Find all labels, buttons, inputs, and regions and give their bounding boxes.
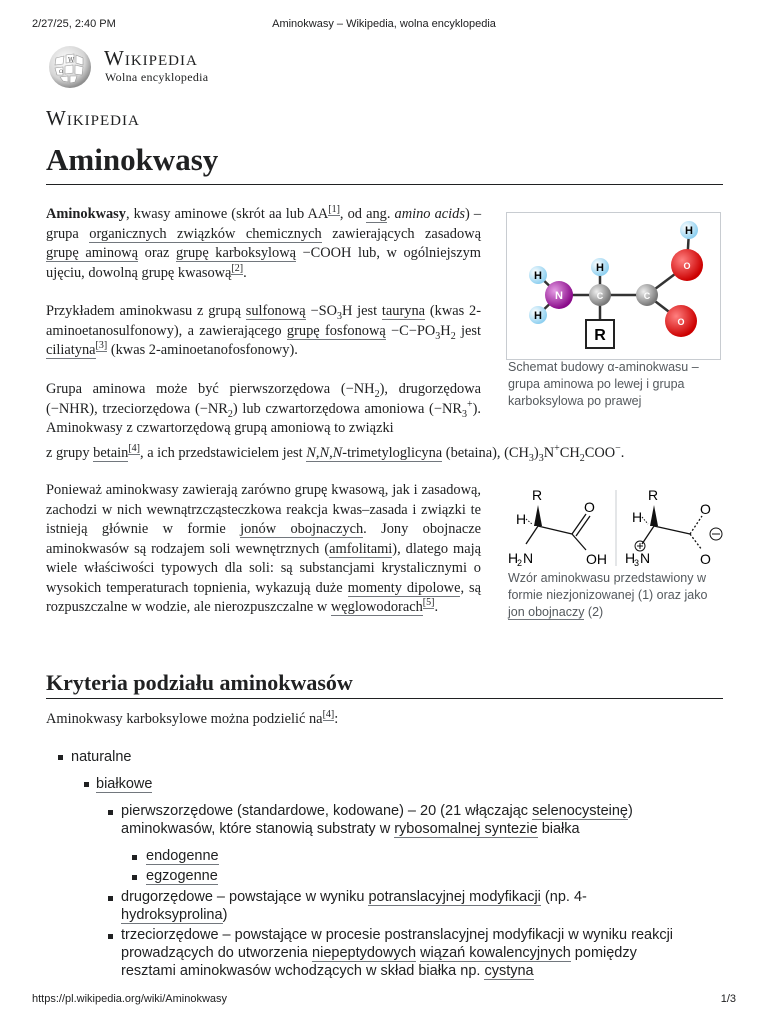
svg-text:3: 3	[634, 558, 640, 568]
paragraph-amine-groups: Grupa aminowa może być pierwszorzędowa $(-NH_2)$, drugorzędowa (−NHR), trzeciorzędowa $(-NR_2)$ lub czwartorzędowa amoniowa $(-NR_3^+)$. Aminokwasy z czwartorzędową grupą amoniową to związki	[46, 381, 481, 436]
atom-h-alpha: H	[596, 262, 604, 274]
list-item-exogenous	[146, 867, 218, 885]
section-heading-classification: Kryteria podziału aminokwasów	[46, 670, 353, 695]
wikipedia-wordmark[interactable]: Wikipedia	[104, 46, 198, 70]
link-organic-compounds[interactable]: organicznych związków chemicznych	[89, 225, 322, 242]
print-title: Aminokwasy – Wikipedia, wolna encyklopedia	[272, 18, 496, 30]
figure1-caption: Schemat budowy α-aminokwasu – grupa aminowa po lewej i grupa karboksylowa po prawej	[508, 360, 699, 408]
link-hydroxyproline[interactable]: hydroksyprolina	[121, 907, 223, 923]
figure2-caption-text: Wzór aminokwasu przedstawiony w formie niezjonizowanej (1) oraz jako	[508, 571, 708, 602]
figure2-caption	[508, 570, 720, 621]
link-hydrocarbons[interactable]: węglowodorach	[330, 599, 423, 615]
atom-h-amine-2: H	[534, 310, 542, 322]
list-item-endogenous	[146, 847, 219, 865]
section-divider	[46, 698, 723, 699]
paragraph-intro: Aminokwasy, kwasy aminowe (skrót aa lub AA[1], od ang. amino acids) – grupa organicznych związków chemicznych zawierających zasadową grupę aminową oraz grupę karboksylową −COOH lub, w ogólniejszym ujęciu, dowolną grupę kwasową[2].	[46, 204, 482, 281]
text: pomiędzy	[570, 945, 637, 961]
link-trimethylglycine[interactable]: N,N,N-trimetyloglicyna	[306, 445, 443, 461]
link-dipole-moments[interactable]: momenty dipolowe	[347, 579, 461, 596]
link-sulfonic[interactable]: sulfonową	[245, 303, 306, 319]
svg-text:R: R	[648, 487, 659, 503]
link-phosphonic[interactable]: grupę fosfonową	[286, 322, 386, 339]
link-zwitterions[interactable]: jonów obojnaczych	[240, 521, 364, 537]
svg-text:H: H	[625, 550, 636, 566]
ref-2[interactable]: [2]	[231, 262, 244, 274]
svg-text:OH: OH	[586, 551, 607, 567]
atom-o-carbonyl: O	[677, 317, 685, 327]
bullet	[108, 896, 113, 901]
link-covalent-bonds[interactable]: wiązań kowalencyjnych	[420, 945, 571, 961]
section-intro: Aminokwasy karboksylowe można podzielić na[4]:	[46, 709, 339, 727]
wikipedia-tagline: Wolna encyklopedia	[105, 70, 209, 84]
amino-acid-skeletal-formulas-image[interactable]	[506, 486, 726, 568]
link-taurine[interactable]: tauryna	[381, 303, 426, 319]
atom-r-label: R	[594, 327, 606, 344]
svg-text:W: W	[68, 57, 75, 64]
wikipedia-wordmark-secondary: Wikipedia	[46, 106, 140, 130]
svg-text:O: O	[700, 501, 711, 517]
link-ampholytes[interactable]: amfolitami	[329, 540, 393, 557]
link-selenocysteine[interactable]: selenocysteinę	[532, 803, 628, 819]
text: białka	[537, 821, 580, 837]
link-betaine[interactable]: betain	[93, 445, 129, 461]
text: (np. 4-	[540, 889, 587, 905]
text: drugorzędowe – powstające w wyniku	[121, 889, 369, 905]
amino-acid-ball-model-image[interactable]	[506, 212, 721, 360]
link-endogenous[interactable]: endogenne	[146, 848, 219, 864]
atom-o-hydroxyl: O	[683, 261, 691, 271]
link-cystine[interactable]: cystyna	[484, 963, 534, 979]
svg-text:H: H	[508, 550, 519, 566]
svg-text:N: N	[523, 550, 534, 566]
bullet	[132, 855, 137, 860]
atom-h-amine-1: H	[534, 270, 542, 282]
list-item-secondary	[121, 888, 721, 924]
svg-text:2: 2	[517, 558, 523, 568]
print-date: 2/27/25, 2:40 PM	[32, 18, 116, 30]
link-ribosomal-synthesis[interactable]: rybosomalnej syntezie	[394, 821, 538, 837]
bullet	[58, 755, 63, 760]
link-nonpeptide[interactable]: niepeptydowych	[312, 945, 417, 961]
ref-5[interactable]: [5]	[422, 597, 435, 609]
wikipedia-globe-icon[interactable]	[46, 44, 94, 90]
bullet	[108, 934, 113, 939]
link-carboxyl-group[interactable]: grupę karboksylową	[175, 245, 296, 261]
svg-text:R: R	[532, 487, 543, 503]
list-item-natural: naturalne	[71, 749, 132, 765]
link-posttranslational-modification[interactable]: potranslacyjnej modyfikacji	[368, 889, 541, 905]
text: )	[627, 803, 633, 819]
svg-text:H: H	[632, 509, 643, 525]
text: prowadzących do utworzenia	[121, 945, 313, 961]
svg-text:N: N	[640, 550, 651, 566]
ref-4[interactable]: [4]	[128, 443, 140, 455]
atom-c-alpha: C	[596, 291, 604, 301]
atom-h-top: H	[685, 225, 693, 237]
paragraph-zwitterion: Ponieważ aminokwasy zawierają zarówno grupę kwasową, jak i zasadową, zachodzi w nich wewnątrzcząsteczkowa reakcja kwas–zasada i związki te istnieją głównie w formie jonów obojnaczych. Jony obojnacze aminokwasów są rodzajem soli wewnętrznych (amfolitami), dlatego mają wiele właściwości typowych dla soli: są substancjami krystalicznymi o wysokich temperaturach topnienia, wykazują duże momenty dipolowe, są rozpuszczalne w wodzie, ale nierozpuszczalne w węglowodorach[5].	[46, 482, 481, 615]
atom-n: N	[555, 290, 563, 302]
text: trzeciorzędowe – powstające w procesie postranslacyjnej modyfikacji w wyniku reakcji	[121, 927, 674, 943]
ref-3[interactable]: [3]	[95, 340, 108, 352]
svg-text:Ω: Ω	[59, 69, 64, 75]
bullet	[132, 875, 137, 880]
text: pierwszorzędowe (standardowe, kodowane) – 20 (21 włączając	[121, 803, 533, 819]
text: resztami aminokwasów wchodzących w skład białka np.	[121, 963, 485, 979]
list-item-primary	[121, 802, 721, 838]
list-item-tertiary	[121, 926, 721, 980]
link-protein-aa[interactable]: białkowe	[96, 776, 153, 792]
paragraph-amine-groups-cont: z grupy betain[4], a ich przedstawicielem jest N,N,N-trimetyloglicyna (betaina), $(CH_3)_3N^+CH_2COO^-$.	[46, 443, 625, 464]
paragraph-example: Przykładem aminokwasu z grupą sulfonową $-SO_3H$ jest tauryna (kwas 2-aminoetanosulfonowy), a zawierającego grupę fosfonową $-C-PO_3H_2$ jest ciliatyna[3] (kwas 2-aminoetanofosfonowy).	[46, 303, 481, 358]
title-divider	[46, 184, 723, 185]
figure2-caption-suffix: (2)	[584, 605, 604, 619]
atom-c-carboxyl: C	[643, 291, 651, 301]
text: )	[222, 907, 228, 923]
bullet	[84, 782, 89, 787]
list-item-protein	[96, 775, 152, 793]
page-title: Aminokwasy	[46, 142, 219, 177]
svg-text:O: O	[584, 499, 595, 515]
link-zwitterion-caption[interactable]: jon obojnaczy	[508, 605, 585, 619]
text: aminokwasów, które stanowią substraty w	[121, 821, 395, 837]
bullet	[108, 810, 113, 815]
print-url: https://pl.wikipedia.org/wiki/Aminokwasy	[32, 993, 228, 1005]
print-page-number: 1/3	[720, 993, 736, 1005]
ref-4-section[interactable]: [4]	[322, 709, 335, 721]
section-intro-text: Aminokwasy karboksylowe można podzielić na	[46, 711, 323, 727]
link-exogenous[interactable]: egzogenne	[146, 868, 218, 884]
link-ciliatine[interactable]: ciliatyna	[46, 342, 96, 358]
svg-text:H: H	[516, 511, 527, 527]
ref-1[interactable]: [1]	[328, 204, 340, 216]
link-ang[interactable]: ang	[366, 206, 387, 222]
link-amino-group[interactable]: grupę aminową	[46, 245, 139, 261]
svg-text:O: O	[700, 551, 711, 567]
